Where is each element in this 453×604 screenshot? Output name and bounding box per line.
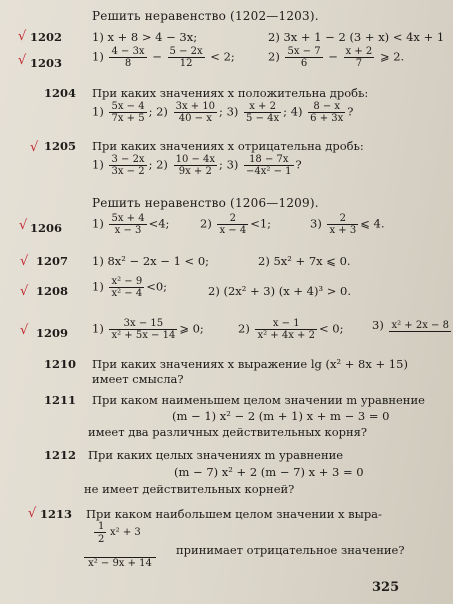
numerator: 10 − 4x <box>175 154 216 165</box>
problem-number: 1210 <box>44 357 77 371</box>
problem-number: 1205 <box>44 139 77 153</box>
problem-number: 1209 <box>36 326 69 340</box>
half-denominator: 2 <box>98 534 105 545</box>
denominator: 40 − x <box>178 113 212 124</box>
fraction <box>244 101 281 124</box>
problem-number: 1203 <box>30 56 63 70</box>
check-mark: √ <box>20 284 29 299</box>
check-mark: √ <box>18 53 27 68</box>
check-mark: √ <box>30 140 39 155</box>
separator: ; <box>148 157 153 172</box>
inequality-tail: ⩾ 0; <box>179 321 204 336</box>
fraction-denominator: x² − 9x + 14 <box>88 558 152 569</box>
fraction <box>109 213 146 236</box>
problem-1208-part-2: 2) (2x² + 3) (x + 4)³ > 0. <box>208 284 352 298</box>
question-mark: ? <box>347 104 354 119</box>
check-mark: √ <box>18 29 27 44</box>
check-mark: √ <box>20 254 29 269</box>
problem-number: 1212 <box>44 448 77 462</box>
part-label: 1) <box>92 321 104 336</box>
problem-number: 1206 <box>30 221 63 235</box>
problem-1212-equation: (m − 7) x² + 2 (m − 7) x + 3 = 0 <box>174 465 364 479</box>
problem-1208-part-1 <box>92 276 167 299</box>
part-label: 3) <box>226 157 239 172</box>
fraction <box>244 154 294 177</box>
problem-1203-part-1 <box>92 46 235 69</box>
inequality-tail: < 2; <box>210 49 235 64</box>
separator: ; <box>283 104 288 119</box>
problem-1213-fraction <box>84 521 156 570</box>
separator: ; <box>219 104 223 119</box>
problem-1202-part-1: 1) x + 8 > 4 − 3x; <box>92 30 198 44</box>
inequality-tail: <4; <box>148 216 170 231</box>
problem-1205-text: При каких значениях x отрицательна дробь: <box>92 139 364 153</box>
denominator: 6 + 3x <box>310 113 344 124</box>
fraction <box>109 318 177 341</box>
problem-1206-part-2 <box>200 213 271 236</box>
denominator: x − 4 <box>219 225 247 236</box>
numerator: 3x − 15 <box>109 318 177 330</box>
check-mark: √ <box>19 218 28 233</box>
problem-number: 1208 <box>36 284 69 298</box>
numerator: x + 2 <box>244 101 281 113</box>
part-label: 3) <box>372 318 384 332</box>
denominator: 12 <box>179 58 193 69</box>
check-mark: √ <box>20 323 29 338</box>
question-mark: ? <box>295 157 302 172</box>
part-label: 3) <box>310 216 322 231</box>
problem-1203-part-2 <box>268 46 404 69</box>
part-label: 2) <box>156 104 168 119</box>
fraction <box>255 318 317 341</box>
denominator: x² − 4 <box>111 288 143 299</box>
numerator-term: x² + 3 <box>110 527 141 538</box>
fraction-numerator <box>84 521 156 558</box>
inequality-tail: <0; <box>146 279 168 294</box>
denominator: 9x + 2 <box>178 166 212 177</box>
problem-number: 1207 <box>36 254 69 268</box>
numerator: 2 <box>217 213 248 225</box>
problem-1212-line-3: не имеет действительных корней? <box>84 482 295 496</box>
denominator: x² + 4x + 2 <box>257 330 315 341</box>
problem-1212-line-1: При каких целых значениях m уравнение <box>88 448 344 462</box>
problem-1206-part-3 <box>310 213 384 236</box>
part-label: 4) <box>290 104 303 119</box>
fraction <box>174 154 217 177</box>
fraction <box>217 213 248 236</box>
part-label: 2) <box>268 49 280 64</box>
part-label: 1) <box>92 279 104 294</box>
page-number: 325 <box>372 580 400 595</box>
part-label: 2) <box>156 157 168 172</box>
fraction <box>109 154 146 177</box>
numerator: 5x + 4 <box>111 213 145 224</box>
denominator: x − 3 <box>114 225 142 236</box>
fraction <box>285 46 322 69</box>
problem-number: 1211 <box>44 393 77 407</box>
part-label: 1) <box>92 49 104 64</box>
problem-number: 1213 <box>40 507 73 521</box>
operator: − <box>328 49 338 64</box>
problem-1204-text: При каких значениях x положительна дробь: <box>92 86 369 100</box>
inequality-tail: ⩽ 4. <box>360 216 385 231</box>
half-bar <box>94 532 106 533</box>
denominator: −4x² − 1 <box>246 166 292 177</box>
part-label: 2) <box>200 216 212 231</box>
part-label: 3) <box>226 104 239 119</box>
problem-1204-fractions <box>92 101 353 124</box>
inequality-tail: < 0; <box>318 321 344 336</box>
problem-1202-part-2: 2) 3x + 1 − 2 (3 + x) < 4x + 1 <box>268 30 445 44</box>
part-label: 1) <box>92 216 104 231</box>
numerator: 18 − 7x <box>244 154 294 166</box>
denominator: 3x − 2 <box>111 166 145 177</box>
check-mark: √ <box>28 506 37 521</box>
half-numerator: 1 <box>98 521 105 532</box>
fraction <box>327 213 358 236</box>
denominator: 8 <box>124 58 132 69</box>
fraction <box>168 46 205 69</box>
denominator: 7 <box>355 58 363 69</box>
fraction <box>344 46 375 69</box>
numerator: 5x − 7 <box>287 46 321 57</box>
denominator: 6 <box>300 58 308 69</box>
numerator: x² − 9 <box>111 276 143 287</box>
inequality-tail: <1; <box>250 216 272 231</box>
denominator: 5 − 4x <box>246 113 280 124</box>
numerator: x − 1 <box>255 318 317 330</box>
numerator: 5x − 4 <box>111 101 145 112</box>
fraction <box>109 101 146 124</box>
fraction <box>109 46 146 69</box>
numerator: 3x + 10 <box>175 101 216 112</box>
problem-1213-line-2: принимает отрицательное значение? <box>176 543 405 557</box>
problem-1211-equation: (m − 1) x² − 2 (m + 1) x + m − 3 = 0 <box>172 409 390 423</box>
problem-1207-part-2: 2) 5x² + 7x ⩽ 0. <box>258 254 351 268</box>
numerator: x² + 2x − 8 <box>391 320 449 331</box>
numerator: 4 − 3x <box>111 46 145 57</box>
numerator: 2 <box>327 213 358 225</box>
problem-number: 1202 <box>30 30 63 44</box>
problem-1206-fractions <box>92 213 169 236</box>
problem-1209-part-2 <box>238 318 343 341</box>
numerator: 8 − x <box>308 101 345 113</box>
operator: − <box>152 49 162 64</box>
inequality-tail: ⩾ 2. <box>379 49 405 64</box>
section-header-1202-1203: Решить неравенство (1202—1203). <box>92 9 319 23</box>
fraction <box>308 101 345 124</box>
part-label: 1) <box>92 157 104 172</box>
denominator: x + 3 <box>329 225 357 236</box>
numerator: 3 − 2x <box>111 154 145 165</box>
numerator: 5 − 2x <box>169 46 203 57</box>
problem-1211-line-1: При каком наименьшем целом значении m уравнение <box>92 393 425 407</box>
separator: ; <box>148 104 153 119</box>
problem-1209-part-1 <box>92 318 204 341</box>
numerator: x + 2 <box>345 46 373 57</box>
fraction <box>389 320 451 332</box>
fraction <box>174 101 217 124</box>
problem-1209-part-3 <box>372 318 453 332</box>
problem-1211-line-3: имеет два различных действительных корня? <box>88 425 368 439</box>
denominator: x² + 5x − 14 <box>111 330 176 341</box>
problem-1210-line-1: При каких значениях x выражение lg (x² + 8x + 15) <box>92 357 408 371</box>
denominator: 7x + 5 <box>111 113 145 124</box>
problem-1210-line-2: имеет смысла? <box>92 372 184 386</box>
fraction <box>109 276 144 299</box>
problem-1205-fractions <box>92 154 302 177</box>
part-label: 2) <box>238 321 250 336</box>
section-header-1206-1209: Решить неравенство (1206—1209). <box>92 196 319 210</box>
part-label: 1) <box>92 104 104 119</box>
problem-number: 1204 <box>44 86 77 100</box>
problem-1213-line-1: При каком наибольшем целом значении x выра- <box>86 507 382 521</box>
problem-1207-part-1: 1) 8x² − 2x − 1 < 0; <box>92 254 210 268</box>
separator: ; <box>219 157 223 172</box>
